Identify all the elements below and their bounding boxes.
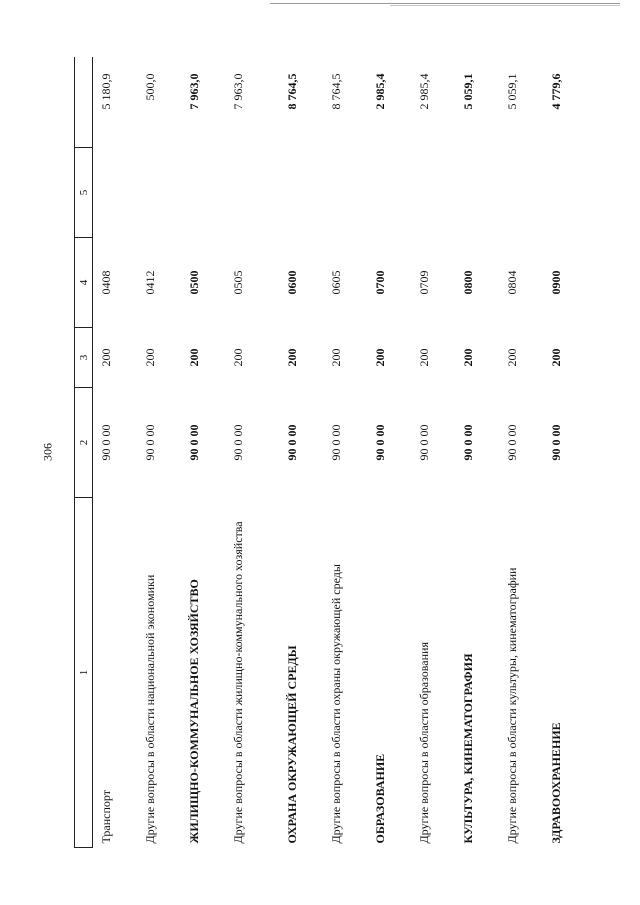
row-code: 90 0 00 xyxy=(285,424,299,461)
row-empty xyxy=(225,148,279,238)
row-group: 200 xyxy=(329,348,343,367)
table-row xyxy=(411,58,455,848)
row-section: 0412 xyxy=(143,270,157,295)
budget-table xyxy=(74,58,587,849)
scan-edge-line-secondary xyxy=(390,5,620,6)
header-col-6 xyxy=(75,58,93,148)
row-empty xyxy=(455,148,499,238)
row-group: 200 xyxy=(285,348,299,367)
table-header-row xyxy=(75,58,93,848)
row-name: Транспорт xyxy=(99,790,113,844)
table-row xyxy=(93,58,138,848)
row-amount: 7 963,0 xyxy=(187,73,201,110)
row-code: 90 0 00 xyxy=(373,424,387,461)
table-row xyxy=(225,58,279,848)
row-code: 90 0 00 xyxy=(99,424,113,461)
row-amount: 7 963,0 xyxy=(231,73,245,110)
table-row xyxy=(367,58,411,848)
row-group: 200 xyxy=(231,348,245,367)
row-amount: 2 985,4 xyxy=(373,73,387,110)
row-empty xyxy=(543,148,587,238)
row-code: 90 0 00 xyxy=(143,424,157,461)
table-row xyxy=(323,58,367,848)
row-section: 0505 xyxy=(231,270,245,295)
table-row xyxy=(455,58,499,848)
row-section: 0900 xyxy=(549,270,563,295)
row-empty xyxy=(279,148,323,238)
row-code: 90 0 00 xyxy=(417,424,431,461)
row-group: 200 xyxy=(461,348,475,367)
row-empty xyxy=(323,148,367,238)
row-code: 90 0 00 xyxy=(231,424,245,461)
row-section: 0408 xyxy=(99,270,113,295)
row-section: 0500 xyxy=(187,270,201,295)
row-section: 0800 xyxy=(461,270,475,295)
row-amount: 4 779,6 xyxy=(549,73,563,110)
row-amount: 5 180,9 xyxy=(99,73,113,110)
row-name: ОБРАЗОВАНИЕ xyxy=(373,753,387,844)
row-group: 200 xyxy=(99,348,113,367)
row-group: 200 xyxy=(417,348,431,367)
table-row xyxy=(279,58,323,848)
table-body xyxy=(93,58,588,848)
table-row xyxy=(137,58,181,848)
row-group: 200 xyxy=(187,348,201,367)
scan-edge-line xyxy=(270,3,620,4)
table-row xyxy=(499,58,543,848)
header-col-4: 4 xyxy=(75,238,93,328)
row-group: 200 xyxy=(505,348,519,367)
row-section: 0605 xyxy=(329,270,343,295)
row-group: 200 xyxy=(143,348,157,367)
row-name: Другие вопросы в области национальной экономики xyxy=(143,574,157,844)
header-col-3: 3 xyxy=(75,328,93,388)
row-name: ОХРАНА ОКРУЖАЮЩЕЙ СРЕДЫ xyxy=(285,645,299,844)
row-section: 0600 xyxy=(285,270,299,295)
row-section: 0804 xyxy=(505,270,519,295)
row-amount: 8 764,5 xyxy=(285,73,299,110)
row-amount: 8 764,5 xyxy=(329,73,343,110)
header-col-5: 5 xyxy=(75,148,93,238)
row-group: 200 xyxy=(549,348,563,367)
row-name: КУЛЬТУРА, КИНЕМАТОГРАФИЯ xyxy=(461,653,475,844)
row-code: 90 0 00 xyxy=(329,424,343,461)
row-code: 90 0 00 xyxy=(461,424,475,461)
row-empty xyxy=(499,148,543,238)
row-section: 0700 xyxy=(373,270,387,295)
page-number-text: 306 xyxy=(40,443,55,461)
table-row xyxy=(543,58,587,848)
rotated-table-container xyxy=(74,58,594,848)
row-amount: 500,0 xyxy=(143,73,157,101)
row-empty xyxy=(181,148,225,238)
row-name: Другие вопросы в области образования xyxy=(417,642,431,844)
row-amount: 5 059,1 xyxy=(461,73,475,110)
row-empty xyxy=(411,148,455,238)
row-code: 90 0 00 xyxy=(505,424,519,461)
row-name: ЖИЛИЩНО-КОММУНАЛЬНОЕ ХОЗЯЙСТВО xyxy=(187,579,201,844)
row-empty xyxy=(367,148,411,238)
row-amount: 2 985,4 xyxy=(417,73,431,110)
row-group: 200 xyxy=(373,348,387,367)
row-name: ЗДРАВООХРАНЕНИЕ xyxy=(549,722,563,844)
row-name: Другие вопросы в области культуры, кинематографии xyxy=(505,567,519,844)
table-row xyxy=(181,58,225,848)
header-col-2: 2 xyxy=(75,388,93,498)
row-empty xyxy=(137,148,181,238)
row-name: Другие вопросы в области охраны окружающей среды xyxy=(329,564,343,844)
row-empty xyxy=(93,148,138,238)
row-code: 90 0 00 xyxy=(549,424,563,461)
row-amount: 5 059,1 xyxy=(505,73,519,110)
row-code: 90 0 00 xyxy=(187,424,201,461)
header-col-1: 1 xyxy=(75,498,93,848)
row-section: 0709 xyxy=(417,270,431,295)
row-name: Другие вопросы в области жилищно-коммунального хозяйства xyxy=(231,521,245,844)
